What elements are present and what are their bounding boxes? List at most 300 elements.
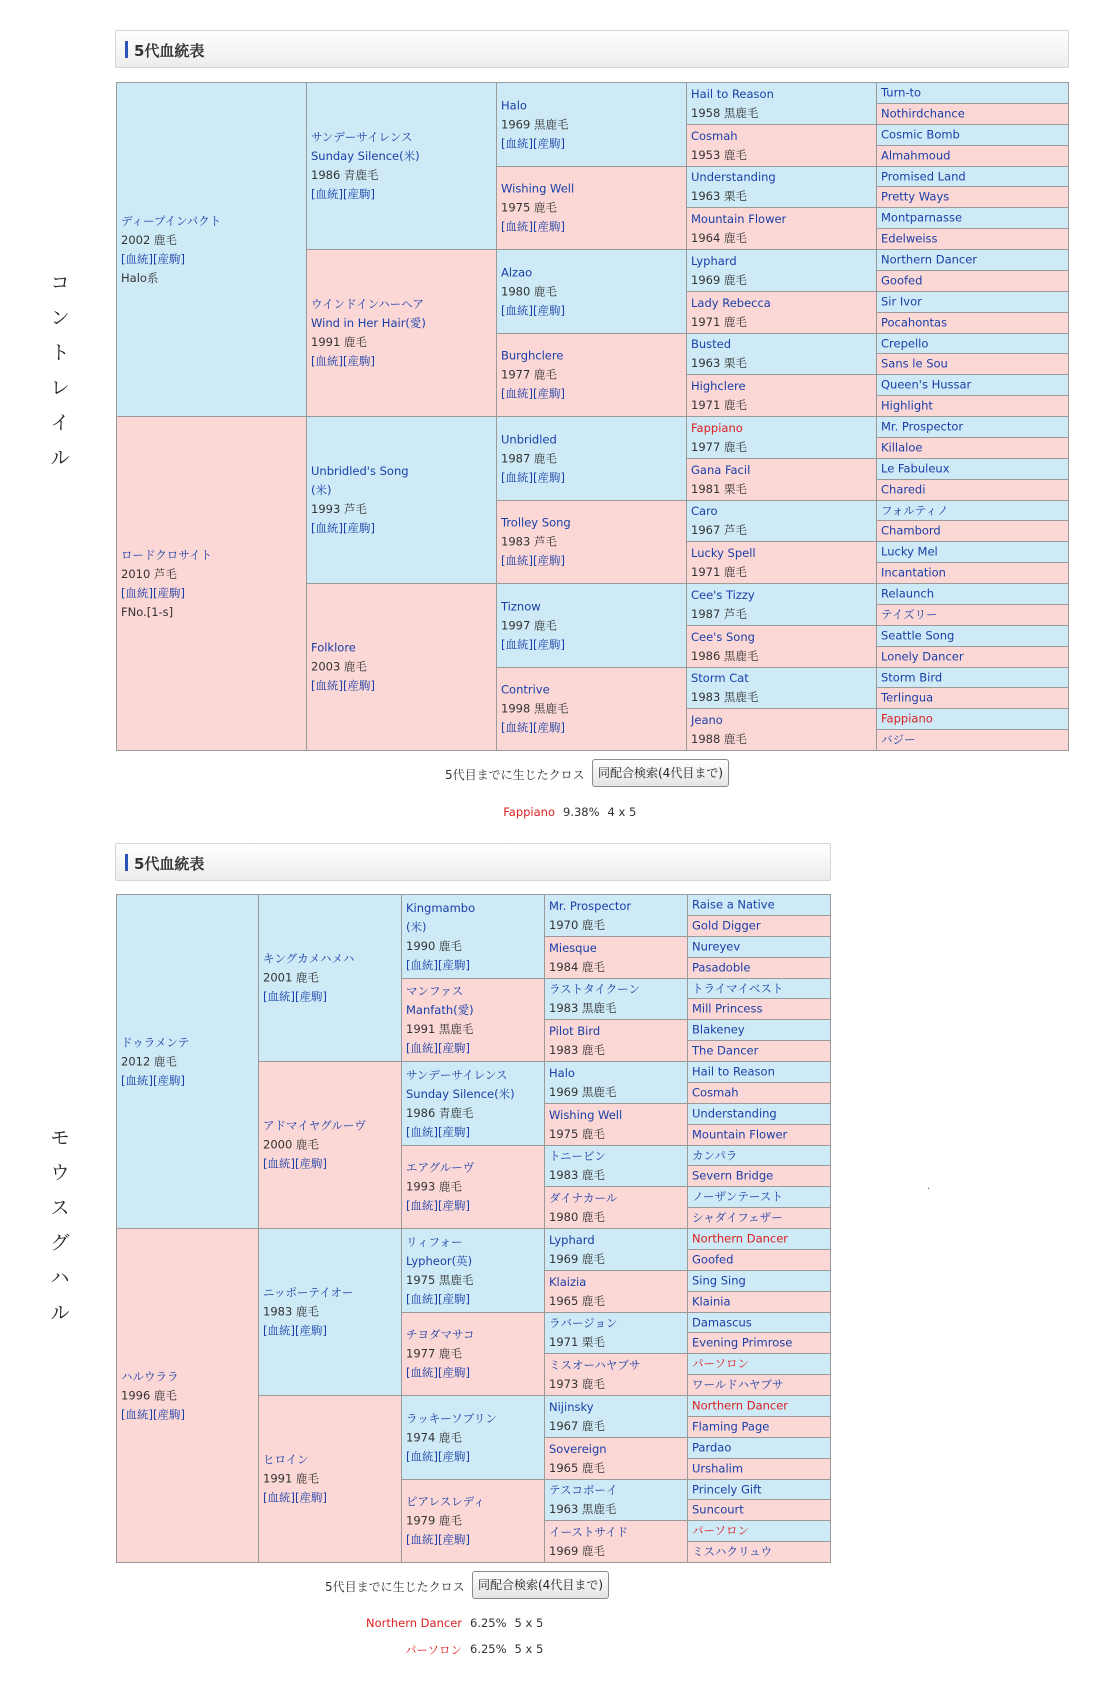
pedigree-cell-gen5 <box>688 1020 831 1041</box>
horse-name-char: ン <box>50 307 70 329</box>
pedigree-cell-gen4 <box>687 83 877 125</box>
pedigree-cell-gen5 <box>877 501 1069 521</box>
horse-name-link[interactable]: トライマイベスト <box>692 981 784 995</box>
pedigree-cell-gen5 <box>688 1459 831 1480</box>
horse-name-link[interactable]: Blakeney <box>692 1022 745 1037</box>
pedigree-cell-gen5 <box>688 1146 831 1166</box>
horse-name-link[interactable]: Cosmah <box>691 128 738 143</box>
pedigree-cell-gen5 <box>688 1104 831 1125</box>
horse-name-link[interactable]: Unbridled <box>501 432 557 446</box>
pedigree-offspring-links[interactable]: [血統][産駒] <box>121 1073 185 1087</box>
pedigree-cell-gen4 <box>545 1104 688 1146</box>
horse-name-vertical <box>40 1121 80 1331</box>
horse-name-link[interactable]: Cosmic Bomb <box>881 127 960 142</box>
birth-year-color: 1971 鹿毛 <box>691 397 747 412</box>
birth-year-color: 2003 鹿毛 <box>311 659 367 674</box>
pedigree-cell-gen5 <box>688 1062 831 1083</box>
pedigree-offspring-links[interactable]: [血統][産駒] <box>311 187 375 201</box>
horse-name-link[interactable]: The Dancer <box>692 1043 759 1058</box>
horse-name-link[interactable]: ミスハクリュウ <box>692 1544 773 1559</box>
birth-year-color: 2012 鹿毛 <box>121 1054 177 1068</box>
pedigree-cell-gen5 <box>877 250 1069 271</box>
pedigree-offspring-links[interactable]: [血統][産駒] <box>501 303 565 317</box>
horse-name-link[interactable]: Folklore <box>311 640 356 655</box>
same-mating-search-button[interactable]: 同配合検索(4代目まで) <box>472 1571 609 1599</box>
birth-year-color: 1964 鹿毛 <box>691 230 747 245</box>
horse-name-link[interactable]: サンデーサイレンス <box>406 1067 508 1082</box>
pedigree-cell-gen5 <box>688 1500 831 1521</box>
birth-year-color: 1991 鹿毛 <box>263 1471 319 1486</box>
horse-name-link[interactable]: Northern Dancer <box>692 1398 789 1413</box>
pedigree-cell-gen5 <box>877 459 1069 480</box>
horse-name-link[interactable]: カンパラ <box>692 1148 738 1162</box>
pedigree-cell-gen4 <box>687 542 877 584</box>
birth-year-color: 1965 鹿毛 <box>549 1460 605 1475</box>
horse-name-link[interactable]: Fappiano <box>691 420 743 435</box>
horse-name-link[interactable]: ミスオーハヤブサ <box>549 1357 641 1372</box>
pedigree-cell-gen5 <box>688 1187 831 1208</box>
pedigree-table <box>116 894 831 1563</box>
horse-name-link[interactable]: Pardao <box>692 1440 732 1455</box>
horse-name-link[interactable]: Seattle Song <box>881 628 955 643</box>
horse-name-link[interactable]: Chambord <box>881 523 941 538</box>
pedigree-cell-gen3 <box>497 668 687 751</box>
horse-name-link[interactable]: Goofed <box>881 273 923 288</box>
pedigree-cell-gen4 <box>545 1521 688 1563</box>
birth-year-color: 1997 鹿毛 <box>501 618 557 632</box>
horse-name-link[interactable]: Kingmambo <box>406 900 476 915</box>
horse-name-link[interactable]: ワールドハヤブサ <box>692 1377 784 1392</box>
horse-name-link[interactable]: Nijinsky <box>549 1399 594 1414</box>
pedigree-cell-gen5 <box>877 83 1069 104</box>
cross-row <box>0 1642 462 1658</box>
pedigree-cell-gen5 <box>877 334 1069 354</box>
horse-name-link[interactable]: Princely Gift <box>692 1482 762 1496</box>
birth-year-color: 1963 栗毛 <box>691 189 747 203</box>
birth-year-color: 1980 鹿毛 <box>549 1209 605 1224</box>
birth-year-color: 1971 栗毛 <box>549 1335 605 1349</box>
pedigree-cell-gen4 <box>545 1354 688 1396</box>
pedigree-cell-gen4 <box>687 417 877 459</box>
pedigree-cell-gen2 <box>259 1396 402 1563</box>
horse-name-link[interactable]: Relaunch <box>881 586 934 601</box>
horse-name-char: ル <box>50 447 70 469</box>
horse-name-link[interactable]: ウインドインハーヘア <box>311 297 424 311</box>
horse-name-link[interactable]: Sir Ivor <box>881 294 922 309</box>
horse-name-char: イ <box>50 412 70 434</box>
horse-name-link[interactable]: Mill Princess <box>692 1001 763 1016</box>
horse-name-link[interactable]: Storm Cat <box>691 671 749 685</box>
pedigree-cell-gen5 <box>877 292 1069 313</box>
horse-name-link[interactable]: Pasadoble <box>692 960 751 975</box>
horse-name-link[interactable]: Suncourt <box>692 1502 744 1517</box>
birth-year-color: 1986 青鹿毛 <box>311 168 379 182</box>
cross-percentage: 9.38% <box>563 805 600 819</box>
horse-name-link[interactable]: Unbridled's Song <box>311 464 409 478</box>
pedigree-cell-gen5 <box>688 1208 831 1229</box>
horse-name-link[interactable]: テスコボーイ <box>549 1483 618 1497</box>
horse-name-link[interactable]: Cee's Song <box>691 629 755 644</box>
birth-year-color: 1971 鹿毛 <box>691 564 747 579</box>
horse-name-link[interactable]: ロードクロサイト <box>121 547 212 562</box>
horse-name-link[interactable]: Klainia <box>692 1294 731 1309</box>
pedigree-cell-gen3 <box>497 167 687 250</box>
pedigree-cell-gen4 <box>545 979 688 1020</box>
lineage-note: Halo系 <box>121 270 159 285</box>
horse-name-link[interactable]: ドゥラメンテ <box>121 1035 190 1049</box>
pedigree-cell-gen4 <box>687 709 877 751</box>
lineage-note: FNo.[1-s] <box>121 604 174 619</box>
horse-name-link[interactable]: Lyphard <box>549 1232 595 1247</box>
pedigree-offspring-links[interactable]: [血統][産駒] <box>121 585 185 600</box>
cross-horse-link[interactable]: Fappiano <box>503 805 555 819</box>
pedigree-cell-gen1 <box>117 895 259 1229</box>
horse-name-link[interactable]: Highclere <box>691 378 746 393</box>
pedigree-cell-gen3 <box>497 334 687 417</box>
horse-origin-link[interactable]: (米) <box>406 919 427 934</box>
birth-year-color: 1983 鹿毛 <box>263 1304 319 1319</box>
pedigree-cell-gen2 <box>259 1229 402 1396</box>
horse-name-link[interactable]: Miesque <box>549 940 597 955</box>
horse-name-link[interactable]: Le Fabuleux <box>881 461 950 476</box>
birth-year-color: 1977 鹿毛 <box>501 367 557 382</box>
pedigree-cell-gen2 <box>307 83 497 250</box>
birth-year-color: 1970 鹿毛 <box>549 917 605 932</box>
horse-name-link[interactable]: Understanding <box>692 1106 777 1121</box>
pedigree-cell-gen5 <box>877 104 1069 125</box>
pedigree-cell-gen5 <box>688 916 831 937</box>
horse-name-link[interactable]: Cosmah <box>692 1085 739 1100</box>
horse-name-link[interactable]: バジー <box>881 732 916 747</box>
horse-name-link[interactable]: Urshalim <box>692 1461 744 1476</box>
horse-name-link[interactable]: ラバージョン <box>549 1316 618 1330</box>
horse-name-link[interactable]: Halo <box>549 1065 575 1080</box>
horse-name-link[interactable]: トニービン <box>549 1149 607 1163</box>
horse-name-link[interactable]: リィフォー <box>406 1234 463 1249</box>
horse-name-link[interactable]: Klaizia <box>549 1274 587 1289</box>
horse-name-link[interactable]: チヨダマサコ <box>406 1327 475 1342</box>
horse-name-link[interactable]: ノーザンテースト <box>692 1189 783 1204</box>
pedigree-cell-gen4 <box>545 1187 688 1229</box>
horse-name-link[interactable]: Nothirdchance <box>881 106 965 121</box>
birth-year-color: 1980 鹿毛 <box>501 284 557 298</box>
pedigree-cell-gen4 <box>687 125 877 167</box>
horse-name-link[interactable]: Mountain Flower <box>691 211 787 226</box>
horse-origin-link[interactable]: (米) <box>311 483 332 497</box>
header-accent-bar <box>125 854 128 871</box>
horse-name-link[interactable]: Storm Bird <box>881 670 943 684</box>
pedigree-cell-gen5 <box>688 999 831 1020</box>
horse-name-link[interactable]: Cee's Tizzy <box>691 587 755 602</box>
horse-name-link[interactable]: Hail to Reason <box>692 1064 775 1079</box>
horse-name-link[interactable]: Promised Land <box>881 169 966 183</box>
birth-year-color: 1998 黒鹿毛 <box>501 701 569 716</box>
horse-name-link[interactable]: ピアレスレディ <box>406 1494 485 1509</box>
pedigree-cell-gen4 <box>687 334 877 375</box>
horse-name-char: コ <box>50 272 70 294</box>
pedigree-cell-gen5 <box>688 958 831 979</box>
horse-name-link[interactable]: Burghclere <box>501 348 564 363</box>
pedigree-cell-gen5 <box>877 584 1069 605</box>
cross-info <box>470 1642 543 1656</box>
pedigree-offspring-links[interactable]: [血統][産駒] <box>311 354 375 368</box>
pedigree-offspring-links[interactable]: [血統][産駒] <box>263 1156 327 1171</box>
pedigree-cell-gen5 <box>877 271 1069 292</box>
horse-name-link[interactable]: アドマイヤグルーヴ <box>263 1118 366 1133</box>
horse-origin-link[interactable]: Manfath(愛) <box>406 1003 474 1017</box>
horse-name-link[interactable]: Caro <box>691 504 718 518</box>
pedigree-cell-gen5 <box>877 730 1069 751</box>
horse-name-link[interactable]: Severn Bridge <box>692 1168 774 1183</box>
birth-year-color: 1967 鹿毛 <box>549 1418 605 1433</box>
horse-name-link[interactable]: Mr. Prospector <box>881 419 964 434</box>
pedigree-cell-gen5 <box>877 626 1069 647</box>
pedigree-cell-gen3 <box>497 501 687 584</box>
cross-label: 5代目までに生じたクロス <box>325 1580 465 1594</box>
pedigree-offspring-links[interactable]: [血統][産駒] <box>311 678 375 693</box>
horse-name-link[interactable]: Understanding <box>691 170 776 184</box>
horse-name-link[interactable]: Tiznow <box>501 599 541 613</box>
cross-row <box>0 1616 462 1630</box>
horse-name-link[interactable]: ヒロイン <box>263 1452 309 1467</box>
pedigree-cell-gen5 <box>688 1166 831 1187</box>
horse-name-link[interactable]: Flaming Page <box>692 1419 770 1434</box>
horse-origin-link[interactable]: Sunday Silence(米) <box>406 1086 515 1101</box>
horse-name-link[interactable]: Killaloe <box>881 440 923 455</box>
horse-name-link[interactable]: Terlingua <box>881 690 934 705</box>
horse-name-link[interactable]: Lyphard <box>691 253 737 268</box>
horse-name-link[interactable]: Pocahontas <box>881 315 948 330</box>
pedigree-cell-gen4 <box>687 375 877 417</box>
horse-name-link[interactable]: Halo <box>501 98 527 112</box>
same-mating-search-button[interactable]: 同配合検索(4代目まで) <box>592 759 729 787</box>
horse-name-char: ス <box>50 1197 70 1219</box>
pedigree-offspring-links[interactable]: [血統][産駒] <box>406 1198 470 1213</box>
horse-name-link[interactable]: Goofed <box>692 1252 734 1267</box>
pedigree-offspring-links[interactable]: [血統][産駒] <box>406 1124 470 1139</box>
birth-year-color: 1958 黒鹿毛 <box>691 105 759 120</box>
pedigree-cell-gen5 <box>877 709 1069 730</box>
horse-name-link[interactable]: Alzao <box>501 265 533 279</box>
horse-name-link[interactable]: Wishing Well <box>501 181 575 196</box>
horse-name-char: ウ <box>50 1162 70 1184</box>
horse-name-vertical <box>40 266 80 476</box>
horse-name-link[interactable]: Highlight <box>881 398 933 413</box>
pedigree-cell-gen1 <box>117 83 307 417</box>
pedigree-cell-gen5 <box>688 1083 831 1104</box>
horse-name-link[interactable]: ディープインパクト <box>121 213 222 228</box>
horse-name-link[interactable]: Montparnasse <box>881 210 963 225</box>
pedigree-cell-gen4 <box>545 895 688 937</box>
pedigree-offspring-links[interactable]: [血統][産駒] <box>501 637 565 651</box>
pedigree-offspring-links[interactable]: [血統][産駒] <box>501 553 565 568</box>
pedigree-offspring-links[interactable]: [血統][産駒] <box>121 251 185 266</box>
horse-name-link[interactable]: Raise a Native <box>692 897 775 912</box>
pedigree-offspring-links[interactable]: [血統][産駒] <box>501 136 565 150</box>
horse-name-link[interactable]: Gana Facil <box>691 462 751 477</box>
horse-name-link[interactable]: Wishing Well <box>549 1107 623 1122</box>
pedigree-cell-gen3 <box>402 1396 545 1480</box>
birth-year-color: 1983 芦毛 <box>501 534 557 549</box>
horse-name-link[interactable]: テイズリー <box>881 607 938 622</box>
horse-name-char: ト <box>50 342 70 364</box>
horse-name-link[interactable]: Pilot Bird <box>549 1023 601 1038</box>
horse-name-link[interactable]: Busted <box>691 337 732 351</box>
header-accent-bar <box>125 41 128 58</box>
pedigree-cell-gen4 <box>545 1271 688 1313</box>
pedigree-cell-gen5 <box>688 1271 831 1292</box>
pedigree-offspring-links[interactable]: [血統][産駒] <box>406 1532 470 1547</box>
horse-name-link[interactable]: Queen's Hussar <box>881 377 972 392</box>
horse-name-link[interactable]: ハルウララ <box>121 1369 179 1383</box>
pedigree-cell-gen3 <box>497 83 687 167</box>
pedigree-offspring-links[interactable]: [血統][産駒] <box>263 1490 327 1505</box>
section-title: 5代血統表 <box>134 42 205 60</box>
horse-name-link[interactable]: ラストタイクーン <box>549 982 640 996</box>
horse-name-link[interactable]: イーストサイド <box>549 1524 629 1539</box>
pedigree-cell-gen3 <box>402 1313 545 1396</box>
horse-name-link[interactable]: フォルティノ <box>881 503 949 517</box>
horse-origin-link[interactable]: Wind in Her Hair(愛) <box>311 316 426 330</box>
birth-year-color: 1987 芦毛 <box>691 606 747 621</box>
horse-name-link[interactable]: Sans le Sou <box>881 356 948 371</box>
birth-year-color: 1987 鹿毛 <box>501 451 557 465</box>
birth-year-color: 1991 黒鹿毛 <box>406 1022 474 1036</box>
pedigree-offspring-links[interactable]: [血統][産駒] <box>406 1041 470 1055</box>
pedigree-cell-gen3 <box>402 979 545 1062</box>
horse-name-char: モ <box>50 1127 70 1149</box>
birth-year-color: 1969 鹿毛 <box>691 272 747 287</box>
pedigree-offspring-links[interactable]: [血統][産駒] <box>406 957 470 972</box>
pedigree-cell-gen4 <box>545 1229 688 1271</box>
pedigree-offspring-links[interactable]: [血統][産駒] <box>406 1365 470 1380</box>
horse-name-link[interactable]: パーソロン <box>692 1356 750 1371</box>
horse-name-link[interactable]: Lady Rebecca <box>691 295 771 310</box>
pedigree-cell-gen5 <box>688 1375 831 1396</box>
pedigree-cell-gen5 <box>877 187 1069 208</box>
pedigree-cell-gen4 <box>687 501 877 542</box>
horse-name-link[interactable]: Contrive <box>501 682 550 697</box>
birth-year-color: 1984 鹿毛 <box>549 959 605 974</box>
pedigree-offspring-links[interactable]: [血統][産駒] <box>501 219 565 234</box>
horse-name-link[interactable]: Northern Dancer <box>692 1231 789 1246</box>
horse-name-link[interactable]: Northern Dancer <box>881 252 978 267</box>
horse-name-link[interactable]: Sing Sing <box>692 1273 746 1288</box>
birth-year-color: 1969 鹿毛 <box>549 1543 605 1558</box>
pedigree-offspring-links[interactable]: [血統][産駒] <box>501 470 565 484</box>
pedigree-cell-gen5 <box>877 647 1069 668</box>
cross-generation: 5 x 5 <box>514 1616 544 1630</box>
birth-year-color: 1990 鹿毛 <box>406 938 462 953</box>
horse-name-link[interactable]: ラッキーソブリン <box>406 1411 497 1425</box>
horse-name-link[interactable]: Edelweiss <box>881 231 938 246</box>
horse-name-link[interactable]: キングカメハメハ <box>263 951 355 966</box>
horse-name-link[interactable]: Trolley Song <box>501 515 571 530</box>
birth-year-color: 1993 鹿毛 <box>406 1179 462 1194</box>
horse-name-link[interactable]: Damascus <box>692 1315 752 1329</box>
pedigree-offspring-links[interactable]: [血統][産駒] <box>406 1291 470 1306</box>
birth-year-color: 2000 鹿毛 <box>263 1137 319 1152</box>
horse-name-link[interactable]: Charedi <box>881 482 926 497</box>
horse-origin-link[interactable]: Sunday Silence(米) <box>311 149 420 163</box>
pedigree-cell-gen4 <box>545 1480 688 1521</box>
birth-year-color: 1971 鹿毛 <box>691 314 747 329</box>
horse-name-link[interactable]: マンファス <box>406 984 464 998</box>
horse-name-link[interactable]: ダイナカール <box>549 1190 618 1205</box>
birth-year-color: 1986 青鹿毛 <box>406 1105 474 1120</box>
pedigree-offspring-links[interactable]: [血統][産駒] <box>501 386 565 401</box>
pedigree-cell-gen4 <box>545 1020 688 1062</box>
horse-name-link[interactable]: シャダイフェザー <box>692 1210 783 1225</box>
pedigree-cell-gen5 <box>877 146 1069 167</box>
pedigree-cell-gen3 <box>497 584 687 668</box>
horse-name-link[interactable]: Gold Digger <box>692 918 761 933</box>
pedigree-offspring-links[interactable]: [血統][産駒] <box>501 720 565 735</box>
horse-name-link[interactable]: Mr. Prospector <box>549 898 632 913</box>
horse-name-link[interactable]: Lucky Spell <box>691 545 756 560</box>
horse-name-link[interactable]: Turn-to <box>881 85 922 100</box>
horse-name-link[interactable]: ニッポーテイオー <box>263 1285 354 1300</box>
birth-year-color: 1969 黒鹿毛 <box>501 117 569 131</box>
horse-name-link[interactable]: Evening Primrose <box>692 1335 793 1350</box>
cross-horse-link[interactable]: パーソロン <box>404 1643 462 1657</box>
horse-name-link[interactable]: Sovereign <box>549 1441 607 1456</box>
cross-horse-link[interactable]: Northern Dancer <box>365 1616 462 1630</box>
pedigree-cell-gen5 <box>877 542 1069 563</box>
horse-name-link[interactable]: Pretty Ways <box>881 189 950 204</box>
horse-name-link[interactable]: Crepello <box>881 336 929 350</box>
horse-name-link[interactable]: Fappiano <box>881 711 933 726</box>
birth-year-color: 1996 鹿毛 <box>121 1388 177 1402</box>
horse-name-link[interactable]: パーソロン <box>692 1523 750 1538</box>
pedigree-table <box>116 82 1069 751</box>
birth-year-color: 1965 鹿毛 <box>549 1293 605 1308</box>
pedigree-offspring-links[interactable]: [血統][産駒] <box>406 1449 470 1463</box>
pedigree-cell-gen4 <box>687 167 877 208</box>
horse-name-link[interactable]: Lucky Mel <box>881 544 938 559</box>
pedigree-cell-gen5 <box>688 1125 831 1146</box>
pedigree-cell-gen5 <box>877 313 1069 334</box>
pedigree-cell-gen4 <box>687 250 877 292</box>
pedigree-offspring-links[interactable]: [血統][産駒] <box>263 1323 327 1338</box>
pedigree-cell-gen3 <box>497 250 687 334</box>
pedigree-cell-gen3 <box>402 1146 545 1229</box>
horse-name-link[interactable]: Mountain Flower <box>692 1127 788 1142</box>
birth-year-color: 2001 鹿毛 <box>263 970 319 985</box>
horse-name-link[interactable]: Nureyev <box>692 939 741 954</box>
horse-name-link[interactable]: Lonely Dancer <box>881 649 964 664</box>
pedigree-offspring-links[interactable]: [血統][産駒] <box>263 989 327 1004</box>
horse-name-link[interactable]: Almahmoud <box>881 148 951 163</box>
pedigree-cell-gen5 <box>688 1292 831 1313</box>
horse-origin-link[interactable]: Lypheor(英) <box>406 1253 473 1268</box>
horse-name-link[interactable]: エアグルーヴ <box>406 1160 475 1175</box>
birth-year-color: 1973 鹿毛 <box>549 1376 605 1391</box>
horse-name-link[interactable]: Jeano <box>691 712 723 727</box>
horse-name-link[interactable]: Hail to Reason <box>691 86 774 101</box>
pedigree-offspring-links[interactable]: [血統][産駒] <box>121 1407 185 1421</box>
birth-year-color: 1969 鹿毛 <box>549 1251 605 1266</box>
pedigree-cell-gen5 <box>877 668 1069 688</box>
pedigree-cell-gen5 <box>688 1480 831 1500</box>
birth-year-color: 1983 黒鹿毛 <box>691 690 759 704</box>
pedigree-offspring-links[interactable]: [血統][産駒] <box>311 521 375 535</box>
horse-name-link[interactable]: サンデーサイレンス <box>311 130 413 144</box>
pedigree-cell-gen3 <box>402 1062 545 1146</box>
birth-year-color: 1991 鹿毛 <box>311 335 367 349</box>
horse-name-link[interactable]: Incantation <box>881 565 946 580</box>
horse-name-char: レ <box>50 377 70 399</box>
